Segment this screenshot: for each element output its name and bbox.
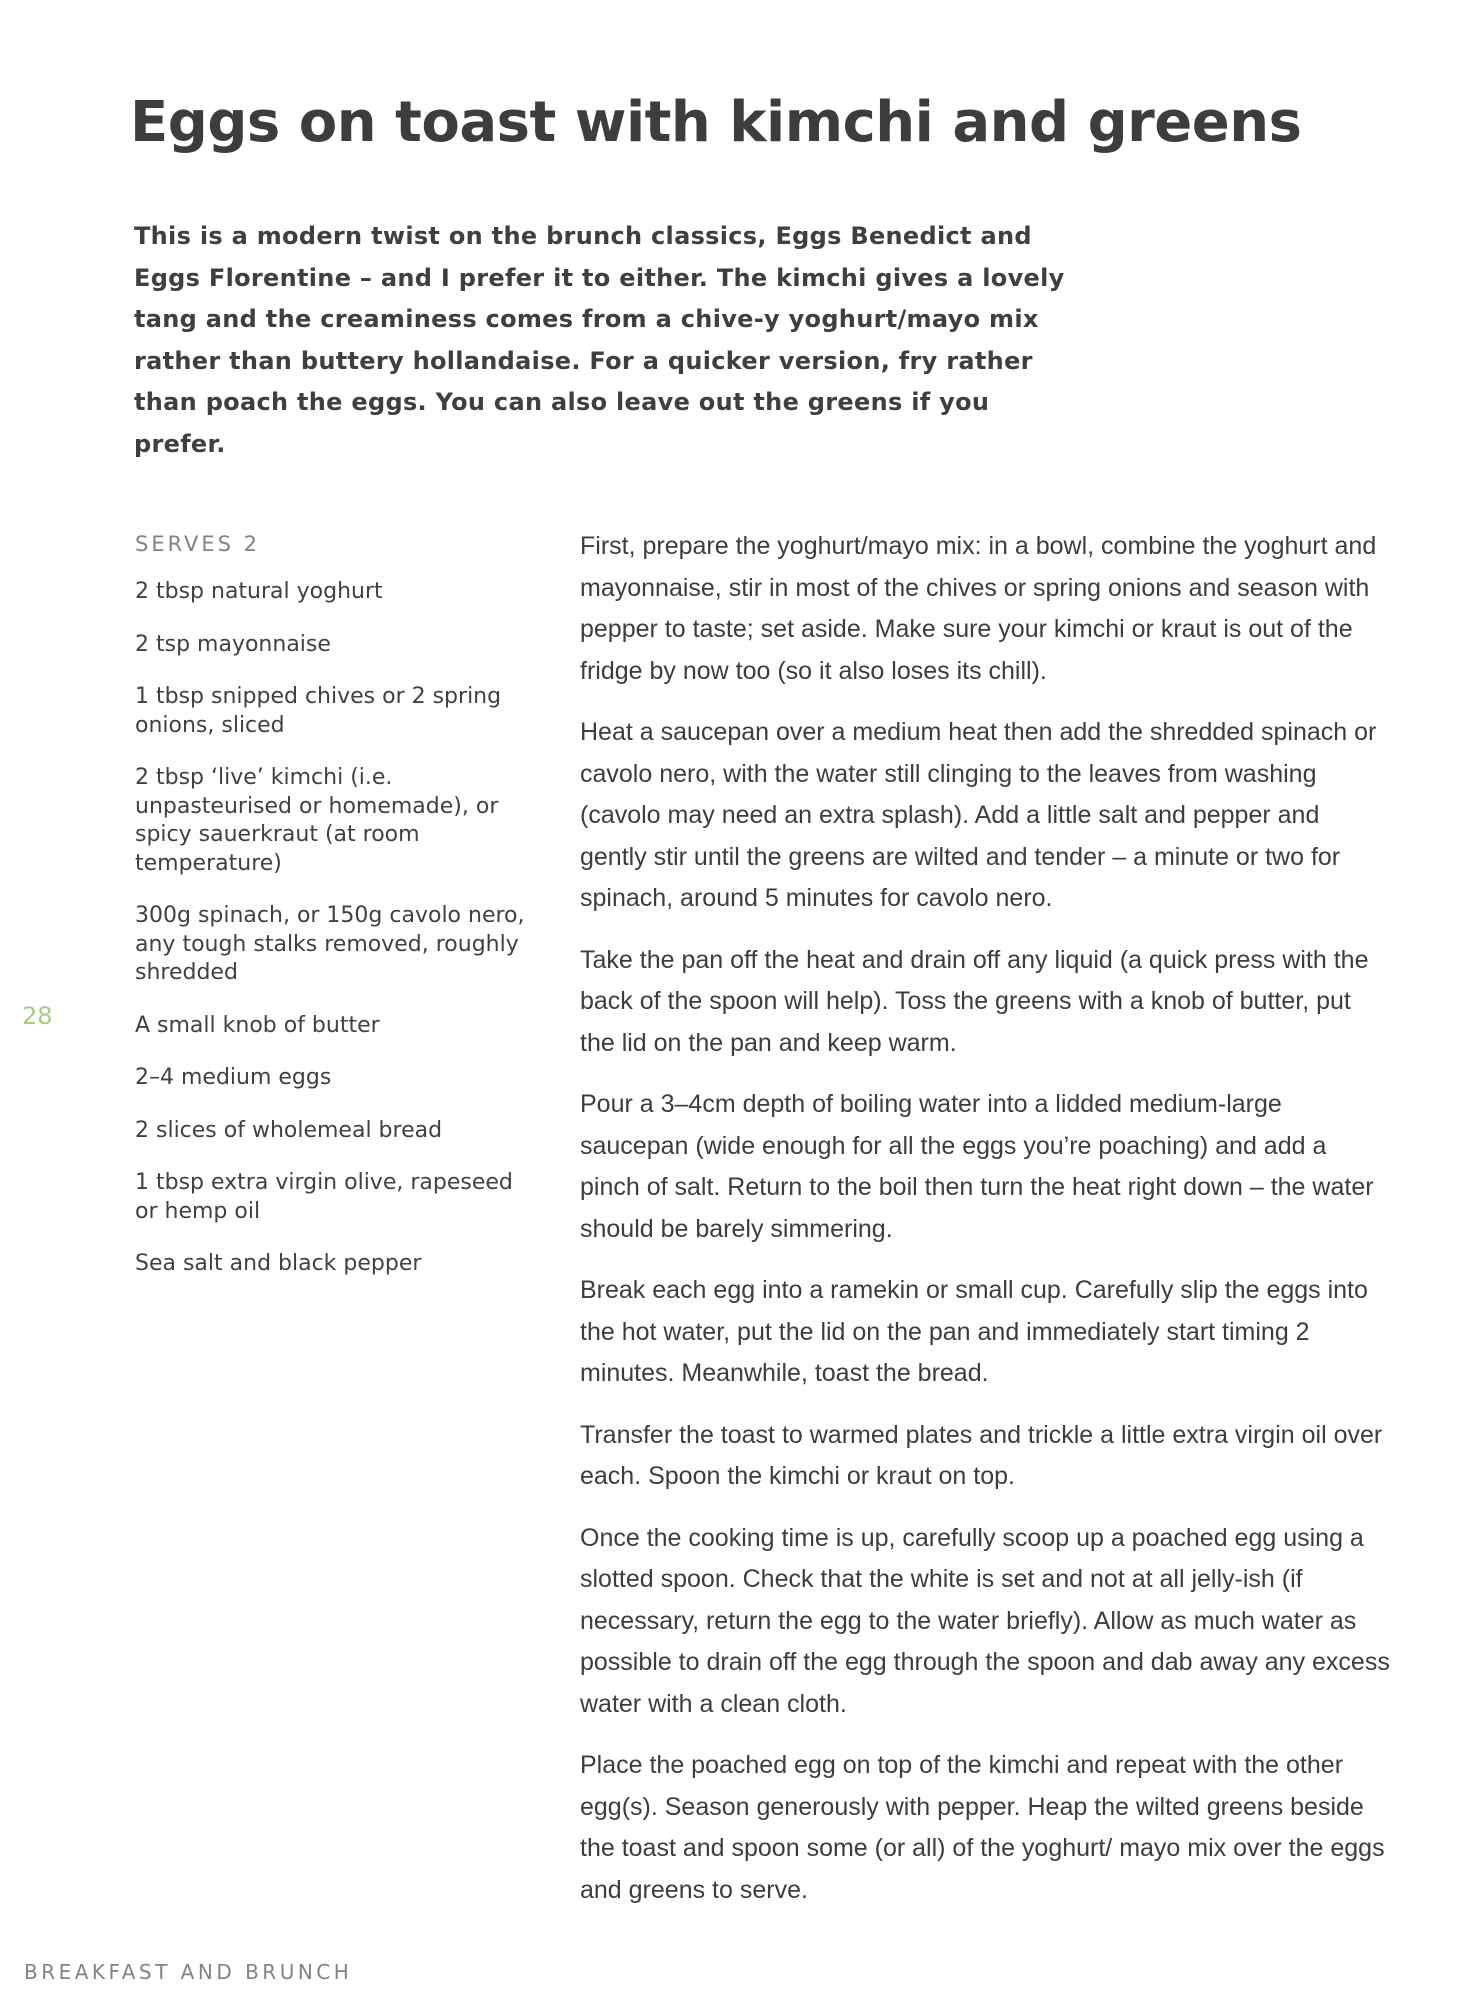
serves-label: SERVES 2 [135, 532, 261, 556]
method-section [580, 526, 1390, 1931]
method-step: Transfer the toast to warmed plates and trickle a little extra virgin oil over each. Spoon the kimchi or kraut on top. [580, 1420, 1383, 1490]
ingredient-item: 2 tbsp ‘live’ kimchi (i.e. unpasteurised or homemade), or spicy sauerkraut (at room temperature) [135, 765, 499, 876]
recipe-title: Eggs on toast with kimchi and greens [130, 90, 1302, 155]
section-label: BREAKFAST AND BRUNCH [24, 1960, 353, 1984]
method-step: Take the pan off the heat and drain off any liquid (a quick press with the back of the spoon will help). Toss the greens with a knob of butter, put the lid on the pan and keep warm. [580, 945, 1369, 1057]
ingredient-list [135, 578, 535, 1279]
ingredient-item: A small knob of butter [135, 1012, 380, 1038]
ingredient-item: 2 tbsp natural yoghurt [135, 579, 383, 604]
ingredients-panel [135, 530, 535, 1303]
ingredient-item: Sea salt and black pepper [135, 1251, 422, 1276]
recipe-intro: This is a modern twist on the brunch classics, Eggs Benedict and Eggs Florentine – and I prefer it to either. The kimchi gives a lovely tang and the creaminess comes from a chive-y yoghurt/mayo mix rather than buttery hollandaise. For a quicker version, fry rather than poach the eggs. You can also leave out the greens if you prefer. [134, 222, 1065, 458]
method-step: First, prepare the yoghurt/mayo mix: in a bowl, combine the yoghurt and mayonnaise, stir in most of the chives or spring onions and season with pepper to taste; set aside. Make sure your kimchi or kraut is out of the fridge by now too (so it also loses its chill). [580, 532, 1377, 685]
method-step: Place the poached egg on top of the kimchi and repeat with the other egg(s). Season generously with pepper. Heap the wilted greens beside the toast and spoon some (or all) of the yoghurt/ mayo mix over the eggs and greens to serve. [580, 1751, 1385, 1904]
method-step: Break each egg into a ramekin or small cup. Carefully slip the eggs into the hot water, put the lid on the pan and immediately start timing 2 minutes. Meanwhile, toast the bread. [580, 1276, 1368, 1387]
ingredient-item: 2–4 medium eggs [135, 1065, 332, 1090]
ingredient-item: 2 tsp mayonnaise [135, 631, 331, 657]
ingredient-item: 300g spinach, or 150g cavolo nero, any tough stalks removed, roughly shredded [135, 903, 525, 985]
ingredient-item: 2 slices of wholemeal bread [135, 1117, 443, 1143]
ingredient-item: 1 tbsp extra virgin olive, rapeseed or hemp oil [135, 1170, 513, 1224]
method-step: Once the cooking time is up, carefully scoop up a poached egg using a slotted spoon. Check that the white is set and not at all jelly-ish (if necessary, return the egg to the water briefly). Allow as much water as possible to drain off the egg through the spoon and dab away any excess water with a clean cloth. [580, 1523, 1390, 1718]
ingredient-item: 1 tbsp snipped chives or 2 spring onions, sliced [135, 684, 502, 738]
method-step: Heat a saucepan over a medium heat then add the shredded spinach or cavolo nero, with the water still clinging to the leaves from washing (cavolo may need an extra splash). Add a little salt and pepper and gently stir until the greens are wilted and tender – a minute or two for spinach, around 5 minutes for cavolo nero. [580, 718, 1377, 912]
method-step: Pour a 3–4cm depth of boiling water into a lidded medium-large saucepan (wide enough for all the eggs you’re poaching) and add a pinch of salt. Return to the boil then turn the heat right down – the water should be barely simmering. [580, 1090, 1374, 1243]
page-number: 28 [22, 1002, 53, 1030]
